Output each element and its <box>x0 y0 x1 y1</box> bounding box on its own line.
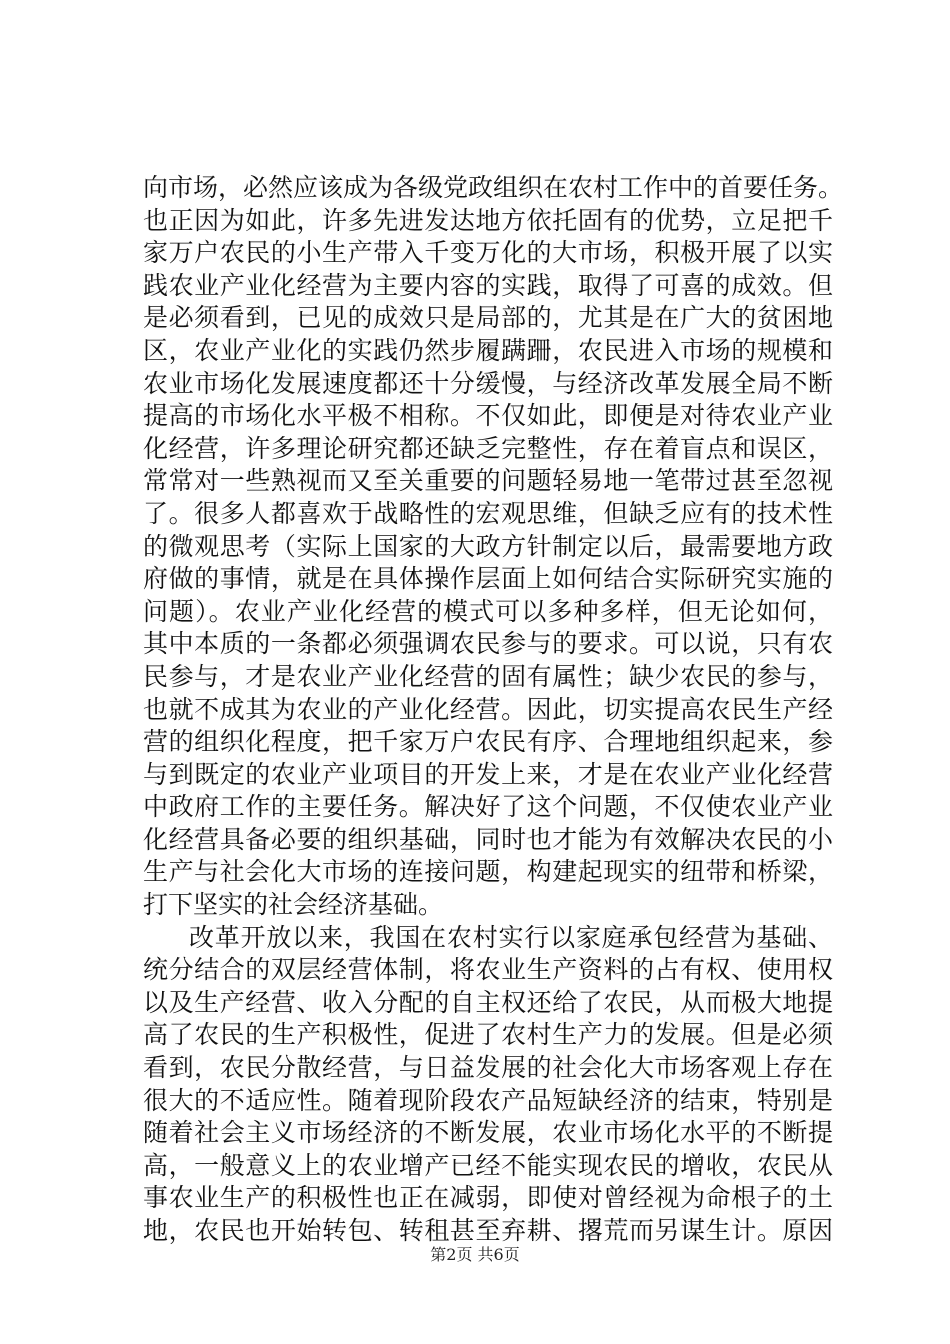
text-line: 也正因为如此，许多先进发达地方依托固有的优势，立足把千 <box>143 205 833 235</box>
text-line: 高了农民的生产积极性，促进了农村生产力的发展。但是必须 <box>143 1020 833 1050</box>
text-line: 随着社会主义市场经济的不断发展，农业市场化水平的不断提 <box>143 1118 833 1148</box>
text-line: 化经营具备必要的组织基础，同时也才能为有效解决农民的小 <box>143 824 833 854</box>
text-line: 事农业生产的积极性也正在减弱，即使对曾经视为命根子的土 <box>143 1183 833 1213</box>
text-line: 的微观思考（实际上国家的大政方针制定以后，最需要地方政 <box>143 531 833 561</box>
page-number-label: 第2页 共6页 <box>430 1245 520 1264</box>
text-line: 常常对一些熟视而又至关重要的问题轻易地一笔带过甚至忽视 <box>143 466 833 496</box>
text-line: 很大的不适应性。随着现阶段农产品短缺经济的结束，特别是 <box>143 1085 833 1115</box>
body-text <box>143 172 844 1248</box>
text-line: 看到，农民分散经营，与日益发展的社会化大市场客观上存在 <box>143 1053 833 1083</box>
text-line: 也就不成其为农业的产业化经营。因此，切实提高农民生产经 <box>143 694 833 724</box>
text-line: 问题）。农业产业化经营的模式可以多种多样，但无论如何， <box>143 596 833 626</box>
text-line: 统分结合的双层经营体制，将农业生产资料的占有权、使用权 <box>143 955 833 985</box>
page-footer <box>0 1245 950 1265</box>
text-line: 改革开放以来，我国在农村实行以家庭承包经营为基础、 <box>189 922 833 952</box>
text-line: 其中本质的一条都必须强调农民参与的要求。可以说，只有农 <box>143 629 833 659</box>
paragraph-1 <box>143 172 844 922</box>
text-line: 中政府工作的主要任务。解决好了这个问题，不仅使农业产业 <box>143 792 833 822</box>
text-line: 化经营，许多理论研究都还缺乏完整性，存在着盲点和误区， <box>143 433 833 463</box>
text-line: 生产与社会化大市场的连接问题，构建起现实的纽带和桥梁， <box>143 857 833 887</box>
text-line: 了。很多人都喜欢于战略性的宏观思维，但缺乏应有的技术性 <box>143 498 833 528</box>
text-line: 提高的市场化水平极不相称。不仅如此，即便是对待农业产业 <box>143 401 833 431</box>
text-line: 打下坚实的社会经济基础。 <box>143 890 444 920</box>
text-line: 高，一般意义上的农业增产已经不能实现农民的增收，农民从 <box>143 1150 833 1180</box>
text-line: 是必须看到，已见的成效只是局部的，尤其是在广大的贫困地 <box>143 303 833 333</box>
text-line: 营的组织化程度，把千家万户农民有序、合理地组织起来，参 <box>143 727 833 757</box>
paragraph-2 <box>143 922 833 1248</box>
text-line: 与到既定的农业产业项目的开发上来，才是在农业产业化经营 <box>143 759 833 789</box>
text-line: 区，农业产业化的实践仍然步履蹒跚，农民进入市场的规模和 <box>143 335 833 365</box>
text-line: 地，农民也开始转包、转租甚至弃耕、撂荒而另谋生计。原因 <box>143 1216 833 1245</box>
text-line: 民参与，才是农业产业化经营的固有属性；缺少农民的参与， <box>143 661 833 691</box>
text-line: 向市场，必然应该成为各级党政组织在农村工作中的首要任务。 <box>143 173 844 202</box>
text-line: 府做的事情，就是在具体操作层面上如何结合实际研究实施的 <box>143 564 833 594</box>
text-line: 家万户农民的小生产带入千变万化的大市场，积极开展了以实 <box>143 238 833 268</box>
text-line: 以及生产经营、收入分配的自主权还给了农民，从而极大地提 <box>143 987 833 1017</box>
text-line: 农业市场化发展速度都还十分缓慢，与经济改革发展全局不断 <box>143 368 833 398</box>
text-line: 践农业产业化经营为主要内容的实践，取得了可喜的成效。但 <box>143 270 833 300</box>
